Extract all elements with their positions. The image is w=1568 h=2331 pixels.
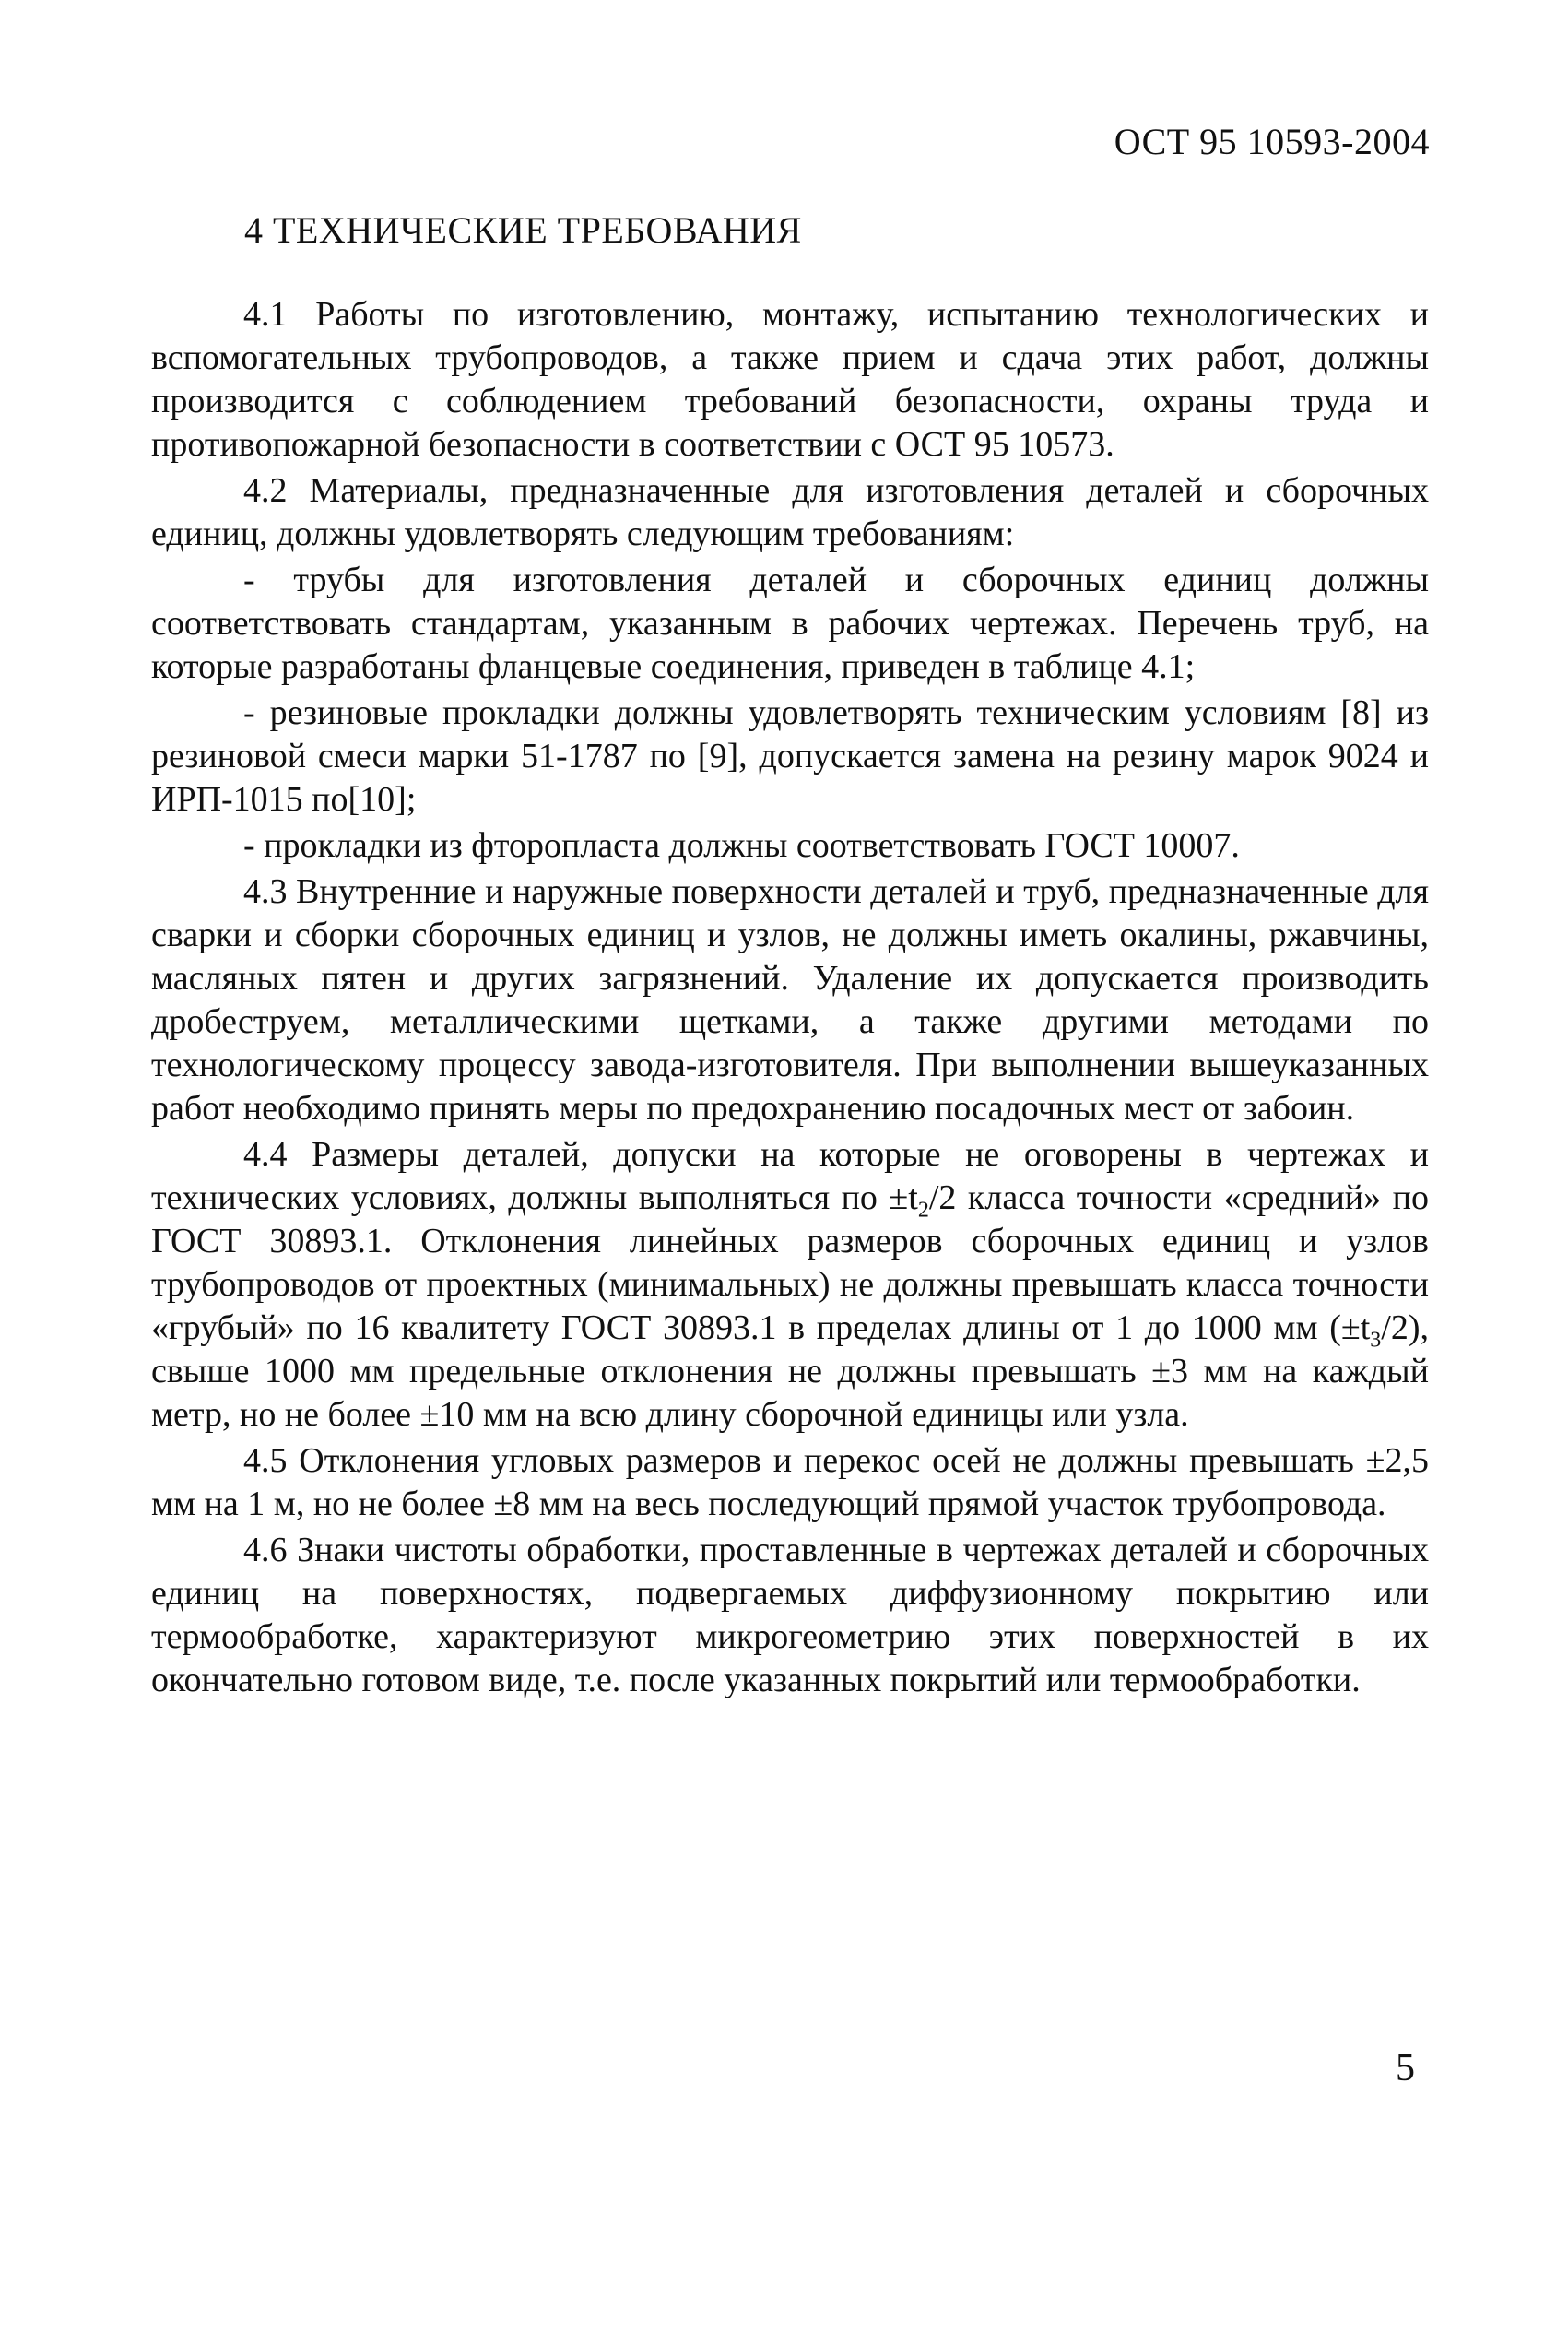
- paragraph-4-4: [151, 1133, 1429, 1437]
- section-title: 4 ТЕХНИЧЕСКИЕ ТРЕБОВАНИЯ: [244, 209, 802, 251]
- paragraph-4-2: 4.2 Материалы, предназначенные для изготовления деталей и сборочных единиц, должны удовлетворять следующим требованиям:: [151, 471, 1429, 553]
- paragraph-4-6: 4.6 Знаки чистоты обработки, проставленные в чертежах деталей и сборочных единиц на поверхностях, подвергаемых диффузионному покрытию или термообработке, характеризуют микрогеометрию этих поверхностей в их окончательно готовом виде, т.е. после указанных покрытий или термообработки.: [151, 1531, 1429, 1699]
- paragraph-4-4-part-2: /2 класса точности «средний» по ГОСТ 30893.1. Отклонения линейных размеров сборочных единиц и узлов трубопроводов от проектных (минимальных) не должны превышать класса точности «грубый» по 16 квалитету ГОСТ 30893.1 в пределах длины от 1 до 1000 мм (±t: [151, 1178, 1429, 1347]
- page-number: 5: [1396, 2047, 1415, 2089]
- list-item-fluoroplastic-gaskets: - прокладки из фторопласта должны соответствовать ГОСТ 10007.: [243, 826, 1240, 865]
- paragraph-4-1: 4.1 Работы по изготовлению, монтажу, испытанию технологических и вспомогательных трубопроводов, а также прием и сдача этих работ, должны производится с соблюдением требований безопасности, охраны труда и противопожарной безопасности в соответствии с ОСТ 95 10573.: [151, 295, 1429, 464]
- subscript-2: 2: [917, 1198, 929, 1223]
- paragraph-4-5: 4.5 Отклонения угловых размеров и перекос осей не должны превышать ±2,5 мм на 1 м, но не более ±8 мм на весь последующий прямой участок трубопровода.: [151, 1441, 1429, 1523]
- paragraph-4-4-part-1: 4.4 Размеры деталей, допуски на которые не оговорены в чертежах и технических условиях, должны выполняться по ±t: [151, 1135, 1429, 1217]
- paragraph-4-3: 4.3 Внутренние и наружные поверхности деталей и труб, предназначенные для сварки и сборки сборочных единиц и узлов, не должны иметь окалины, ржавчины, масляных пятен и других загрязнений. Удаление их допускается производить дробеструем, металлическими щетками, а также другими методами по технологическому процессу завода-изготовителя. При выполнении вышеуказанных работ необходимо принять меры по предохранению посадочных мест от забоин.: [151, 872, 1429, 1128]
- section-body: [151, 293, 1429, 1705]
- subscript-3: 3: [1370, 1328, 1382, 1353]
- list-item-rubber-gaskets: - резиновые прокладки должны удовлетворять техническим условиям [8] из резиновой смеси марки 51-1787 по [9], допускается замена на резину марок 9024 и ИРП-1015 по[10];: [151, 693, 1429, 819]
- list-item-pipes: - трубы для изготовления деталей и сборочных единиц должны соответствовать стандартам, указанным в рабочих чертежах. Перечень труб, на которые разработаны фланцевые соединения, приведен в таблице 4.1;: [151, 561, 1429, 686]
- document-code: ОСТ 95 10593-2004: [1114, 121, 1430, 162]
- paragraph-4-4-part-3: /2), свыше 1000 мм предельные отклонения не должны превышать ±3 мм на каждый метр, но не более ±10 мм на всю длину сборочной единицы или узла.: [151, 1308, 1429, 1434]
